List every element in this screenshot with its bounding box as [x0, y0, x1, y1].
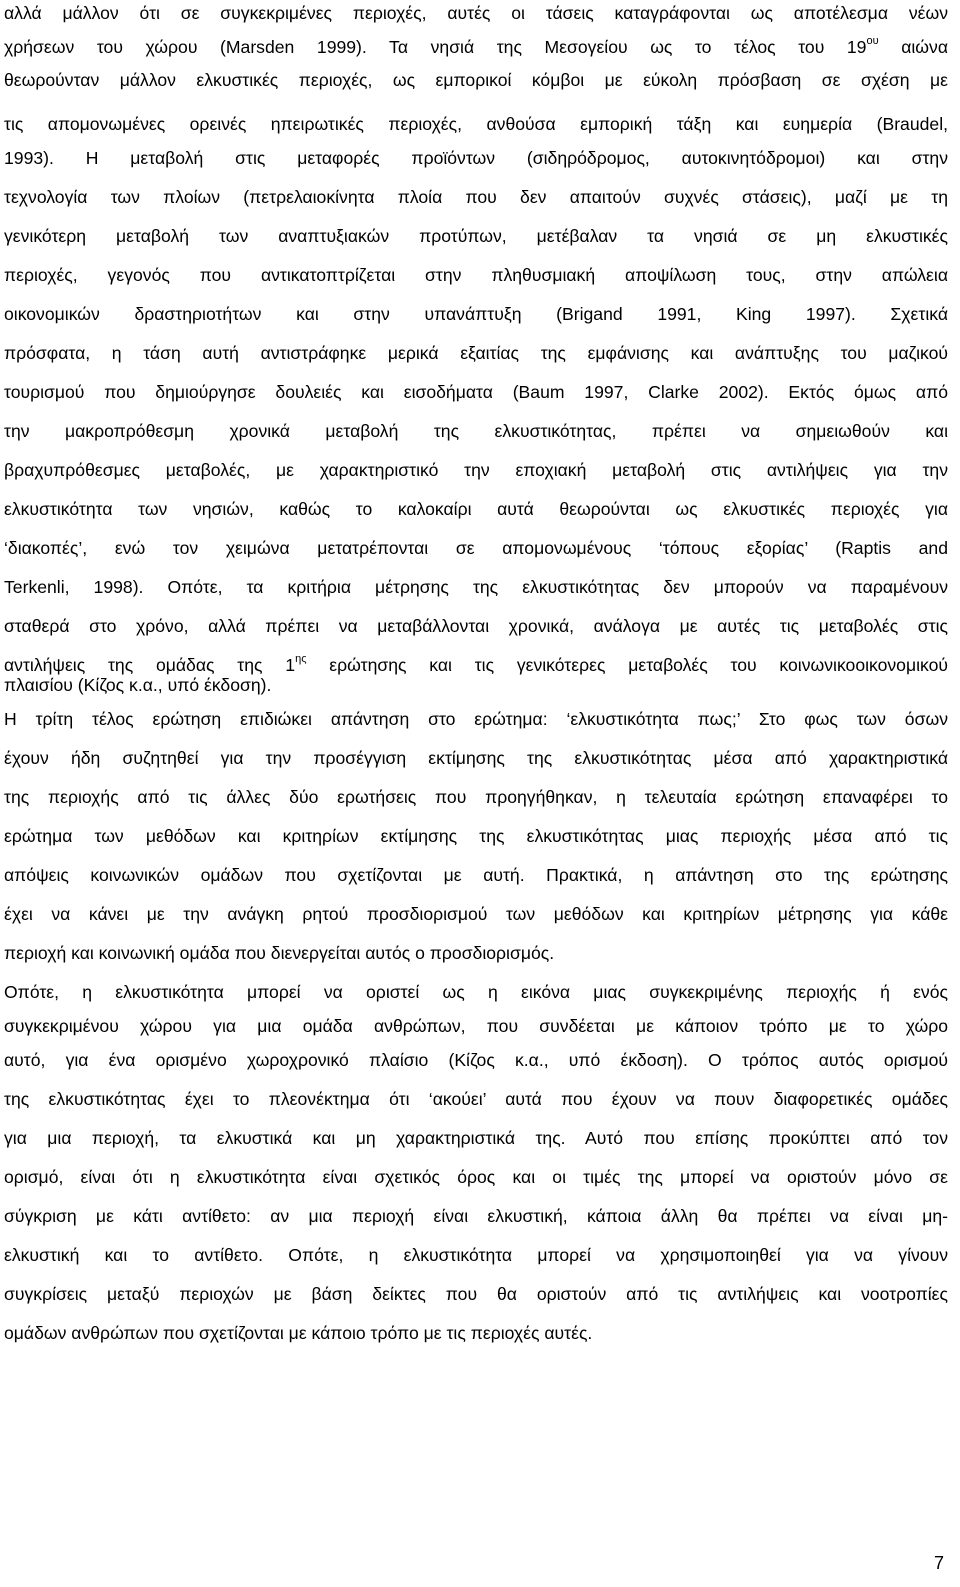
- text-line: 1993). Η μεταβολή στις μεταφορές προϊόντων (σιδηρόδρομος, αυτοκινητόδρομοι) και στην: [4, 148, 948, 168]
- text-line: πρόσφατα, η τάση αυτή αντιστράφηκε μερικά εξαιτίας της εμφάνισης και ανάπτυξης του μαζικού: [4, 343, 948, 363]
- text-line: περιοχή και κοινωνική ομάδα που διενεργείται αυτός ο προσδιορισμός.: [4, 943, 555, 963]
- text-line: ‘διακοπές’, ενώ τον χειμώνα μετατρέπονται σε απομονωμένους ‘τόπους εξορίας’ (Raptis and: [4, 538, 948, 558]
- text-line: της περιοχής από τις άλλες δύο ερωτήσεις που προηγήθηκαν, η τελευταία ερώτηση επαναφέρει το: [4, 787, 948, 807]
- text-line: ορισμό, είναι ότι η ελκυστικότητα είναι σχετικός όρος και οι τιμές της μπορεί να οριστούν μόνο σε: [4, 1167, 948, 1187]
- text-line: της ελκυστικότητας έχει το πλεονέκτημα ότι ‘ακούει’ αυτά που έχουν να πουν διαφορετικές ομάδες: [4, 1089, 948, 1109]
- text-run: χρήσεων του χώρου (Marsden 1999). Τα νησιά της Μεσογείου ως το τέλος του 19: [4, 37, 867, 57]
- text-line: έχει να κάνει με την ανάγκη ρητού προσδιορισμού των μεθόδων και κριτηρίων μέτρησης για κάθε: [4, 904, 948, 924]
- text-line: τις απομονωμένες ορεινές ηπειρωτικές περιοχές, ανθούσα εμπορική τάξη και ευημερία (Braudel,: [4, 114, 948, 134]
- text-line: [4, 36, 948, 58]
- text-line: ομάδων ανθρώπων που σχετίζονται με κάποιο τρόπο με τις περιοχές αυτές.: [4, 1323, 593, 1343]
- text-run: αντιλήψεις της ομάδας της 1: [4, 655, 296, 675]
- text-line: [4, 654, 948, 676]
- text-line: αλλά μάλλον ότι σε συγκεκριμένες περιοχές, αυτές οι τάσεις καταγράφονται ως αποτέλεσμα νέων: [4, 3, 948, 23]
- text-line: απόψεις κοινωνικών ομάδων που σχετίζονται με αυτή. Πρακτικά, η απάντηση στο της ερώτησης: [4, 865, 948, 885]
- text-line: Οπότε, η ελκυστικότητα μπορεί να οριστεί ως η εικόνα μιας συγκεκριμένης περιοχής ή ενός: [4, 982, 948, 1002]
- text-line: οικονομικών δραστηριοτήτων και στην υπανάπτυξη (Brigand 1991, King 1997). Σχετικά: [4, 304, 948, 324]
- text-line: γενικότερη μεταβολή των αναπτυξιακών προτύπων, μετέβαλαν τα νησιά σε μη ελκυστικές: [4, 226, 948, 246]
- text-line: συγκρίσεις μεταξύ περιοχών με βάση δείκτες που θα οριστούν από τις αντιλήψεις και νοοτροπίες: [4, 1284, 948, 1304]
- text-line: συγκεκριμένου χώρου για μια ομάδα ανθρώπων, που συνδέεται με κάποιον τρόπο με το χώρο: [4, 1016, 948, 1036]
- text-line: θεωρούνταν μάλλον ελκυστικές περιοχές, ως εμπορικοί κόμβοι με εύκολη πρόσβαση σε σχέση με: [4, 70, 948, 90]
- text-line: Terkenli, 1998). Οπότε, τα κριτήρια μέτρησης της ελκυστικότητας δεν μπορούν να παραμένουν: [4, 577, 948, 597]
- text-line: ελκυστικότητα των νησιών, καθώς το καλοκαίρι αυτά θεωρούνται ως ελκυστικές περιοχές για: [4, 499, 948, 519]
- text-line: τεχνολογία των πλοίων (πετρελαιοκίνητα πλοία που δεν απαιτούν συχνές στάσεις), μαζί με τη: [4, 187, 948, 207]
- text-line: σταθερά στο χρόνο, αλλά πρέπει να μεταβάλλονται χρονικά, ανάλογα με αυτές τις μεταβολές στις: [4, 616, 948, 636]
- text-line: για μια περιοχή, τα ελκυστικά και μη χαρακτηριστικά της. Αυτό που επίσης προκύπτει από τον: [4, 1128, 948, 1148]
- text-line: σύγκριση με κάτι αντίθετο: αν μια περιοχή είναι ελκυστική, κάποια άλλη θα πρέπει να είναι μη-: [4, 1206, 948, 1226]
- text-line: έχουν ήδη συζητηθεί για την προσέγγιση εκτίμησης της ελκυστικότητας μέσα από χαρακτηριστικά: [4, 748, 948, 768]
- text-run: αιώνα: [878, 37, 948, 57]
- text-line: περιοχές, γεγονός που αντικατοπτρίζεται στην πληθυσμιακή αποψίλωση τους, στην απώλεια: [4, 265, 948, 285]
- text-line: βραχυπρόθεσμες μεταβολές, με χαρακτηριστικό την εποχιακή μεταβολή στις αντιλήψεις για την: [4, 460, 948, 480]
- text-line: Η τρίτη τέλος ερώτηση επιδιώκει απάντηση στο ερώτημα: ‘ελκυστικότητα πως;’ Στο φως των όσων: [4, 709, 948, 729]
- text-line: τουρισμού που δημιούργησε δουλειές και εισοδήματα (Baum 1997, Clarke 2002). Εκτός όμως από: [4, 382, 948, 402]
- text-run: ερώτησης και τις γενικότερες μεταβολές του κοινωνικοοικονομικού: [306, 655, 948, 675]
- superscript: ου: [866, 35, 879, 48]
- text-line: την μακροπρόθεσμη χρονικά μεταβολή της ελκυστικότητας, πρέπει να σημειωθούν και: [4, 421, 948, 441]
- superscript: ης: [295, 653, 307, 666]
- text-line: πλαισίου (Κίζος κ.α., υπό έκδοση).: [4, 675, 272, 695]
- text-line: αυτό, για ένα ορισμένο χωροχρονικό πλαίσιο (Κίζος κ.α., υπό έκδοση). Ο τρόπος αυτός ορισμού: [4, 1050, 948, 1070]
- text-line: ελκυστική και το αντίθετο. Οπότε, η ελκυστικότητα μπορεί να χρησιμοποιηθεί για να γίνουν: [4, 1245, 948, 1265]
- page-number: 7: [934, 1553, 945, 1573]
- text-line: ερώτημα των μεθόδων και κριτηρίων εκτίμησης της ελκυστικότητας μιας περιοχής μέσα από τις: [4, 826, 948, 846]
